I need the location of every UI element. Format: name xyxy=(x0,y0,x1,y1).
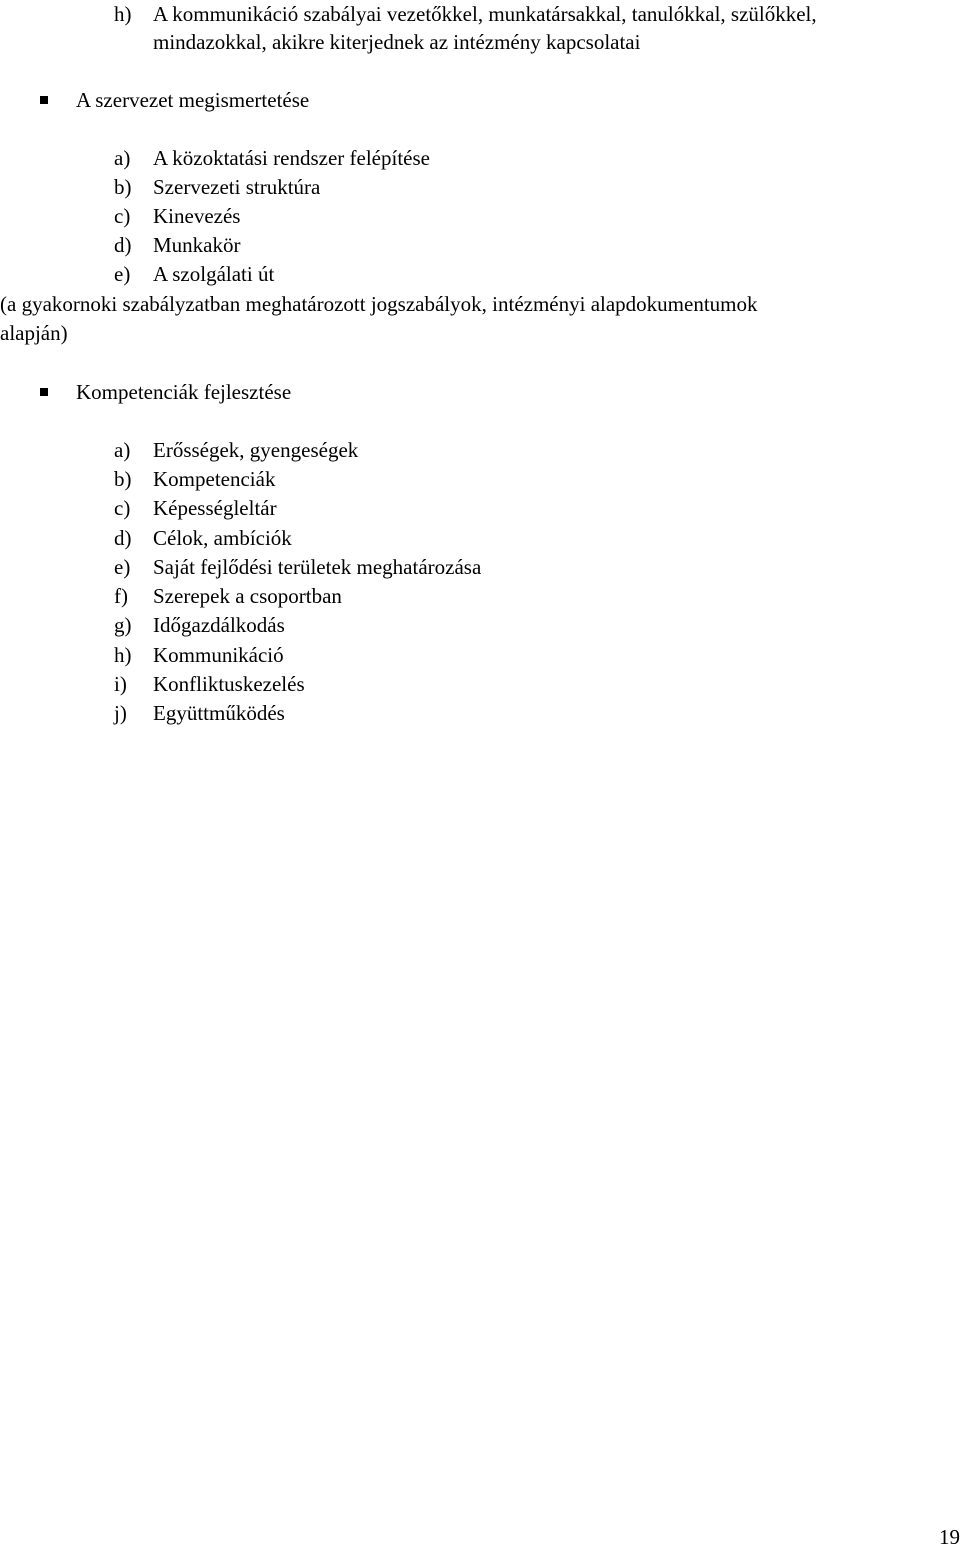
list-item-text: Szervezeti struktúra xyxy=(153,175,321,199)
section-heading-text: Kompetenciák fejlesztése xyxy=(76,380,292,404)
list-marker: b) xyxy=(114,175,132,199)
list-marker: d) xyxy=(114,526,132,550)
square-bullet-icon xyxy=(40,96,48,104)
list-item-text: Erősségek, gyengeségek xyxy=(153,438,359,462)
list-item-text: Kompetenciák xyxy=(153,467,276,491)
list-item-text: A közoktatási rendszer felépítése xyxy=(153,146,430,170)
list-marker: e) xyxy=(114,555,131,579)
list-item-text: Időgazdálkodás xyxy=(153,613,285,637)
list-item-text: Saját fejlődési területek meghatározása xyxy=(153,555,482,579)
list-item-text: A szolgálati út xyxy=(153,262,275,286)
list-item-text: Kommunikáció xyxy=(153,643,284,667)
list-item-text: Együttműködés xyxy=(153,701,285,725)
list-item-text: Szerepek a csoportban xyxy=(153,584,342,608)
page-number: 19 xyxy=(939,1525,960,1549)
square-bullet-icon xyxy=(40,388,48,396)
list-item-text: A kommunikáció szabályai vezetőkkel, munkatársakkal, tanulókkal, szülőkkel, xyxy=(153,2,817,26)
list-item-text: Munkakör xyxy=(153,233,241,257)
list-item-text: Konfliktuskezelés xyxy=(153,672,305,696)
list-item-text: Képességleltár xyxy=(153,496,277,520)
list-marker: h) xyxy=(114,643,132,667)
section-note-continuation: alapján) xyxy=(0,321,68,345)
list-marker: h) xyxy=(114,2,132,26)
list-marker: g) xyxy=(114,613,132,637)
list-marker: a) xyxy=(114,438,131,462)
list-marker: c) xyxy=(114,204,131,228)
list-item-text: Célok, ambíciók xyxy=(153,526,292,550)
list-marker: b) xyxy=(114,467,132,491)
list-marker: c) xyxy=(114,496,131,520)
list-marker: i) xyxy=(114,672,127,696)
list-marker: a) xyxy=(114,146,131,170)
list-marker: j) xyxy=(114,701,127,725)
list-marker: e) xyxy=(114,262,131,286)
section-note: (a gyakornoki szabályzatban meghatározott jogszabályok, intézményi alapdokumentumok xyxy=(0,292,758,316)
list-item-text: mindazokkal, akikre kiterjednek az intézmény kapcsolatai xyxy=(153,30,641,54)
section-heading-text: A szervezet megismertetése xyxy=(76,88,310,112)
list-marker: f) xyxy=(114,584,128,608)
list-item-text: Kinevezés xyxy=(153,204,241,228)
list-marker: d) xyxy=(114,233,132,257)
